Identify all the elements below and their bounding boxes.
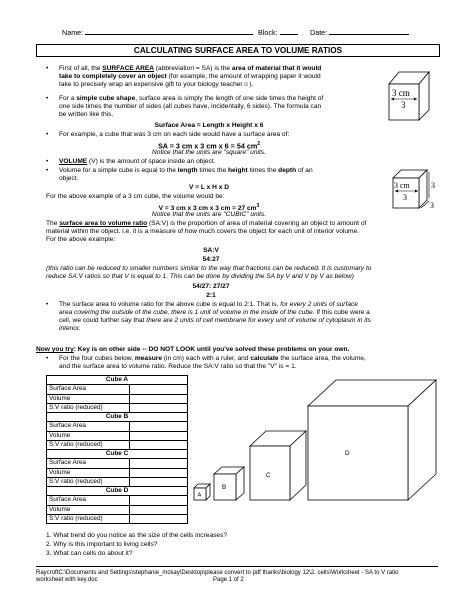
table-title: Cube A xyxy=(47,376,188,385)
table-row xyxy=(47,514,188,523)
cube-a-table xyxy=(46,375,188,413)
text: (SA:V) is the proportion of area of material covering an object to amount of xyxy=(147,220,367,227)
question-1: 1. What trend do you notice as the size of the cells increases? xyxy=(46,532,228,539)
text-bold: take to completely cover an object xyxy=(59,73,167,81)
text: For a xyxy=(59,95,77,102)
answer-cell[interactable] xyxy=(130,505,188,514)
text-underline: Now you try xyxy=(36,346,74,353)
cube-3cm-icon xyxy=(385,66,435,122)
text-bold: : Key is on other side -- DO NOT LOOK until you've solved these problems on your own. xyxy=(73,346,350,353)
answer-cell[interactable] xyxy=(130,422,188,431)
text: For the four cubes below, xyxy=(59,355,135,362)
text: of an xyxy=(296,167,313,174)
ratio-54-27: 54:27 xyxy=(202,256,220,263)
table-row xyxy=(47,431,188,440)
cube-c-label: C xyxy=(266,472,271,479)
page-title: CALCULATING SURFACE AREA TO VOLUME RATIOS xyxy=(36,44,440,57)
bullet-volume-formula xyxy=(59,167,313,183)
row-label: Volume xyxy=(47,394,130,403)
date-label: Date: xyxy=(310,28,328,37)
row-label: Surface Area xyxy=(47,385,130,394)
text: object. xyxy=(59,175,79,183)
ratio-sav: SA:V xyxy=(203,247,219,254)
four-cubes-diagram xyxy=(190,376,440,502)
text-bold: calculate xyxy=(250,355,279,362)
text-italic: reduce SA:V ratios so that V is equal to 1. This can be done by dividing the SA by V and V by V as below) xyxy=(46,273,355,281)
cube-b-label: B xyxy=(222,484,227,491)
text: For the above example: xyxy=(46,236,116,244)
text-bold: measure xyxy=(134,355,163,362)
superscript: 3 xyxy=(256,203,260,209)
ratio-definition xyxy=(46,220,366,244)
bullet-volume xyxy=(59,158,216,166)
superscript: 2 xyxy=(257,141,260,147)
cube-dim: 3 xyxy=(401,100,406,110)
answer-cell[interactable] xyxy=(130,431,188,440)
cube-b-table xyxy=(46,412,188,450)
volume-example-text: For the above example of a 3 cm cube, the volume would be: xyxy=(46,193,225,200)
bullet-surface-area xyxy=(59,65,321,89)
bullet-ratio-meaning xyxy=(59,301,371,333)
sa-note: Notice that the units are "square" units. xyxy=(152,149,266,156)
footer-filename: worksheet with key.doc xyxy=(36,577,98,583)
cube-label: 3 cm xyxy=(392,88,410,98)
formula-surface-area: Surface Area = Length x Height x 6 xyxy=(154,122,264,129)
text-bold: height xyxy=(227,167,248,174)
text-italic: there are 2 units of cell membrane for every unit of volume of cytoplasm in its xyxy=(146,317,371,325)
text: times the xyxy=(247,167,279,174)
now-you-try-instructions xyxy=(59,355,366,371)
text-italic: (this ratio can be reduced to smaller numbers similar to the way that fractions can be reduced. It is customary to xyxy=(46,265,372,272)
answer-cell[interactable] xyxy=(130,514,188,523)
table-row xyxy=(47,459,188,468)
question-3: 3. What can cells do about it? xyxy=(46,550,133,557)
name-label: Name: xyxy=(62,28,84,37)
text: (for example, the amount of wrapping paper it would xyxy=(166,73,321,81)
now-you-try-heading xyxy=(36,346,349,354)
table-row xyxy=(47,496,188,505)
text: take to precisely wrap an expensive gift to your biology teacher☺). xyxy=(59,81,254,89)
footer-rule xyxy=(36,566,438,567)
text-bold: V = 3 cm x 3 cm x 3 cm = 27 cm xyxy=(158,205,257,213)
answer-cell[interactable] xyxy=(130,468,188,477)
cube-label: 3 cm xyxy=(394,181,410,190)
cube-height-dim: 3 xyxy=(431,181,435,190)
text: cell, we could further say that xyxy=(59,317,147,325)
row-label: Volume xyxy=(47,431,130,440)
term-sa-v-ratio: surface area to volume ratio xyxy=(59,220,148,227)
row-label: S:V ratio (reduced) xyxy=(47,514,130,523)
text: (abbreviation = SA) is the xyxy=(154,65,232,72)
row-label: Volume xyxy=(47,468,130,477)
text: , surface area is simply the length of one side times the height of xyxy=(135,95,324,102)
table-row xyxy=(47,422,188,431)
question-2: 2. Why is this important to living cells? xyxy=(46,541,158,548)
table-title: Cube B xyxy=(47,413,188,422)
term-surface-area: SURFACE AREA xyxy=(102,65,155,72)
cube-a-label: A xyxy=(197,492,202,499)
cube-d-table xyxy=(46,486,188,524)
text: (in cm) each with a ruler, and xyxy=(162,355,251,362)
row-label: S:V ratio (reduced) xyxy=(47,477,130,486)
text: If this cube were a xyxy=(314,309,370,317)
answer-cell[interactable] xyxy=(130,385,188,394)
text: First of all, the xyxy=(59,65,103,72)
text-italic: for every 2 units of surface xyxy=(280,301,358,308)
row-label: Surface Area xyxy=(47,422,130,431)
table-row xyxy=(47,505,188,514)
answer-cell[interactable] xyxy=(130,394,188,403)
text-italic: interior. xyxy=(59,325,81,333)
block-line xyxy=(258,27,298,37)
text-bold: area of material that it would xyxy=(231,65,322,72)
formula-volume: V = L x H x D xyxy=(188,184,229,191)
text: Volume for a simple cube is equal to the xyxy=(59,167,178,174)
volume-note: Notice that the units are "CUBIC" units. xyxy=(151,211,267,218)
row-label: S:V ratio (reduced) xyxy=(47,440,130,449)
text: and the surface area to volume ratio. Reduce the SA:V ratio so that the "V" is = 1. xyxy=(59,363,297,371)
cube-c-table xyxy=(46,449,188,487)
cube-3cm-arrows-icon xyxy=(389,168,439,214)
cube-dim: 3 xyxy=(403,193,407,202)
text-bold: simple cube shape xyxy=(76,95,136,102)
ratio-divided: 54/27: 27/27 xyxy=(192,283,230,290)
text: times the xyxy=(197,167,228,174)
date-line xyxy=(310,27,409,37)
row-label: Surface Area xyxy=(47,496,130,505)
table-row xyxy=(47,394,188,403)
row-label: S:V ratio (reduced) xyxy=(47,403,130,412)
term-volume: VOLUME xyxy=(59,158,88,165)
table-title: Cube C xyxy=(47,450,188,459)
table-row xyxy=(47,468,188,477)
text-bold: SA = 3 cm x 3 cm x 6 = 54 cm xyxy=(157,141,258,151)
text-bold: depth xyxy=(278,167,297,174)
name-line xyxy=(62,27,253,37)
table-row xyxy=(47,385,188,394)
text-bold: length xyxy=(177,167,198,174)
answer-cell[interactable] xyxy=(130,459,188,468)
ratio-reduced: 2:1 xyxy=(206,292,216,299)
text: The surface area to volume ratio for the above cube is equal to 2:1. That is, xyxy=(59,301,281,308)
row-label: Surface Area xyxy=(47,459,130,468)
date-blank xyxy=(329,27,409,35)
cube-d-front xyxy=(308,406,408,500)
cube-d-label: D xyxy=(345,450,350,457)
text: the surface area, the volume, xyxy=(278,355,366,362)
text-italic: area covering the outside of the cube, there is 1 unit of volume in the inside of the cube. xyxy=(59,309,315,317)
footer-page: Page 1 of 2 xyxy=(213,577,244,583)
bullet-simple-cube xyxy=(59,95,323,119)
row-label: Volume xyxy=(47,505,130,514)
bullet-sa-example: • For example, a cube that was 3 cm on each side would have a surface area of: xyxy=(59,131,289,139)
ratio-reduction-note xyxy=(46,265,371,281)
block-label: Block: xyxy=(258,28,278,37)
text: be written like this. xyxy=(59,111,114,119)
answer-cell[interactable] xyxy=(130,496,188,505)
table-title: Cube D xyxy=(47,487,188,496)
footer-path: RaycroftC:\Documents and Settings\stephanie_mckay\Desktop\please convert to pdf thanks\biology 12\2. cells\Worksheet - SA to V ratio xyxy=(36,570,399,576)
cube-depth-dim: 3 xyxy=(430,201,434,210)
name-blank xyxy=(85,27,253,35)
text: (V) is the amount of space inside an object. xyxy=(87,158,216,165)
block-blank xyxy=(280,27,298,35)
text: material within the object. i.e. it is a measure of how much covers the object for each unit of interior volume. xyxy=(46,228,359,236)
text: one side times the number of sides (all cubes have, incidentally, 6 sides). The formula can xyxy=(59,103,322,111)
text: The xyxy=(46,220,60,227)
